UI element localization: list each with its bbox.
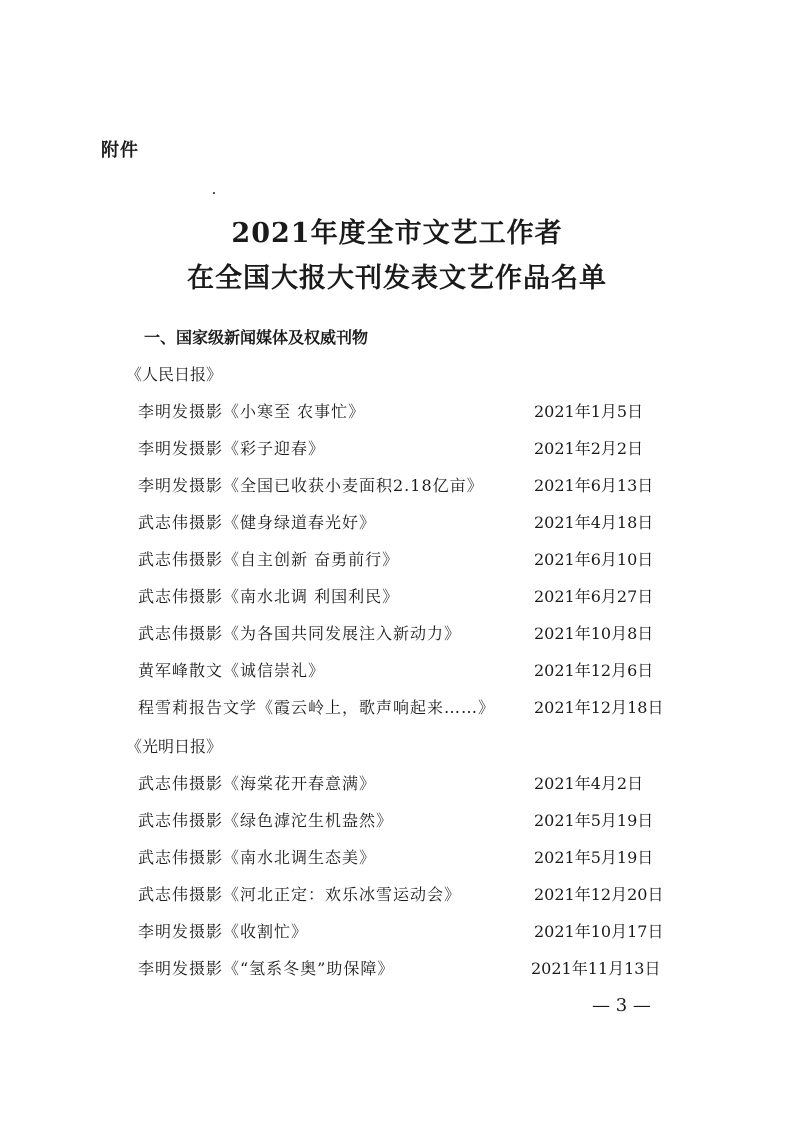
list-item [138,695,698,719]
list-item [138,510,698,534]
work-title: 李明发摄影《收割忙》 [138,922,309,941]
list-item [138,919,698,943]
document-title-line-1: 2021年度全市文艺工作者 [231,218,563,249]
page-number: — 3 — [592,995,651,1016]
list-item [138,882,698,906]
publish-date: 2021年12月20日 [534,885,664,904]
work-title: 黄军峰散文《诚信崇礼》 [138,661,326,680]
publish-date: 2021年6月27日 [534,587,654,606]
work-title: 李明发摄影《全国已收获小麦面积2.18亿亩》 [138,476,484,495]
work-title: 武志伟摄影《绿色滹沱生机盎然》 [138,811,394,830]
list-item [138,956,698,980]
publish-date: 2021年2月2日 [534,439,644,458]
publish-date: 2021年5月19日 [534,811,654,830]
work-title: 武志伟摄影《海棠花开春意满》 [138,774,377,793]
work-title: 武志伟摄影《自主创新 奋勇前行》 [138,550,400,569]
list-item [138,621,698,645]
publish-date: 2021年5月19日 [534,848,654,867]
publish-date: 2021年12月18日 [534,698,664,717]
work-title: 武志伟摄影《健身绿道春光好》 [138,513,377,532]
publish-date: 2021年12月6日 [534,661,654,680]
list-item [138,845,698,869]
work-title: 武志伟摄影《河北正定：欢乐冰雪运动会》 [138,885,462,904]
section-heading: 一、国家级新闻媒体及权威刊物 [144,328,369,347]
publish-date: 2021年10月8日 [534,624,654,643]
publish-date: 2021年6月10日 [534,550,654,569]
list-item [138,473,698,497]
list-item [138,658,698,682]
publish-date: 2021年10月17日 [534,922,664,941]
work-title: 李明发摄影《小寒至 农事忙》 [138,402,366,421]
publish-date: 2021年4月18日 [534,513,654,532]
scan-speck [213,192,215,194]
work-title: 李明发摄影《彩子迎春》 [138,439,326,458]
work-title: 武志伟摄影《为各国共同发展注入新动力》 [138,624,462,643]
list-item [138,399,698,423]
work-title: 武志伟摄影《南水北调 利国利民》 [138,587,400,606]
work-title: 武志伟摄影《南水北调生态美》 [138,848,377,867]
publish-date: 2021年4月2日 [534,774,644,793]
work-title: 李明发摄影《“氢系冬奥”助保障》 [138,959,395,978]
work-title: 程雪莉报告文学《霞云岭上，歌声响起来……》 [138,698,496,717]
list-item [138,584,698,608]
list-item [138,808,698,832]
document-title-line-2: 在全国大报大刊发表文艺作品名单 [187,263,607,294]
publication-name-guangming: 《光明日报》 [126,737,223,756]
publish-date: 2021年1月5日 [534,402,644,421]
list-item [138,547,698,571]
list-item [138,436,698,460]
publish-date: 2021年6月13日 [534,476,654,495]
attachment-label: 附件 [101,140,139,161]
publication-name-renmin: 《人民日报》 [126,365,223,384]
list-item [138,771,698,795]
publish-date: 2021年11月13日 [531,959,661,978]
